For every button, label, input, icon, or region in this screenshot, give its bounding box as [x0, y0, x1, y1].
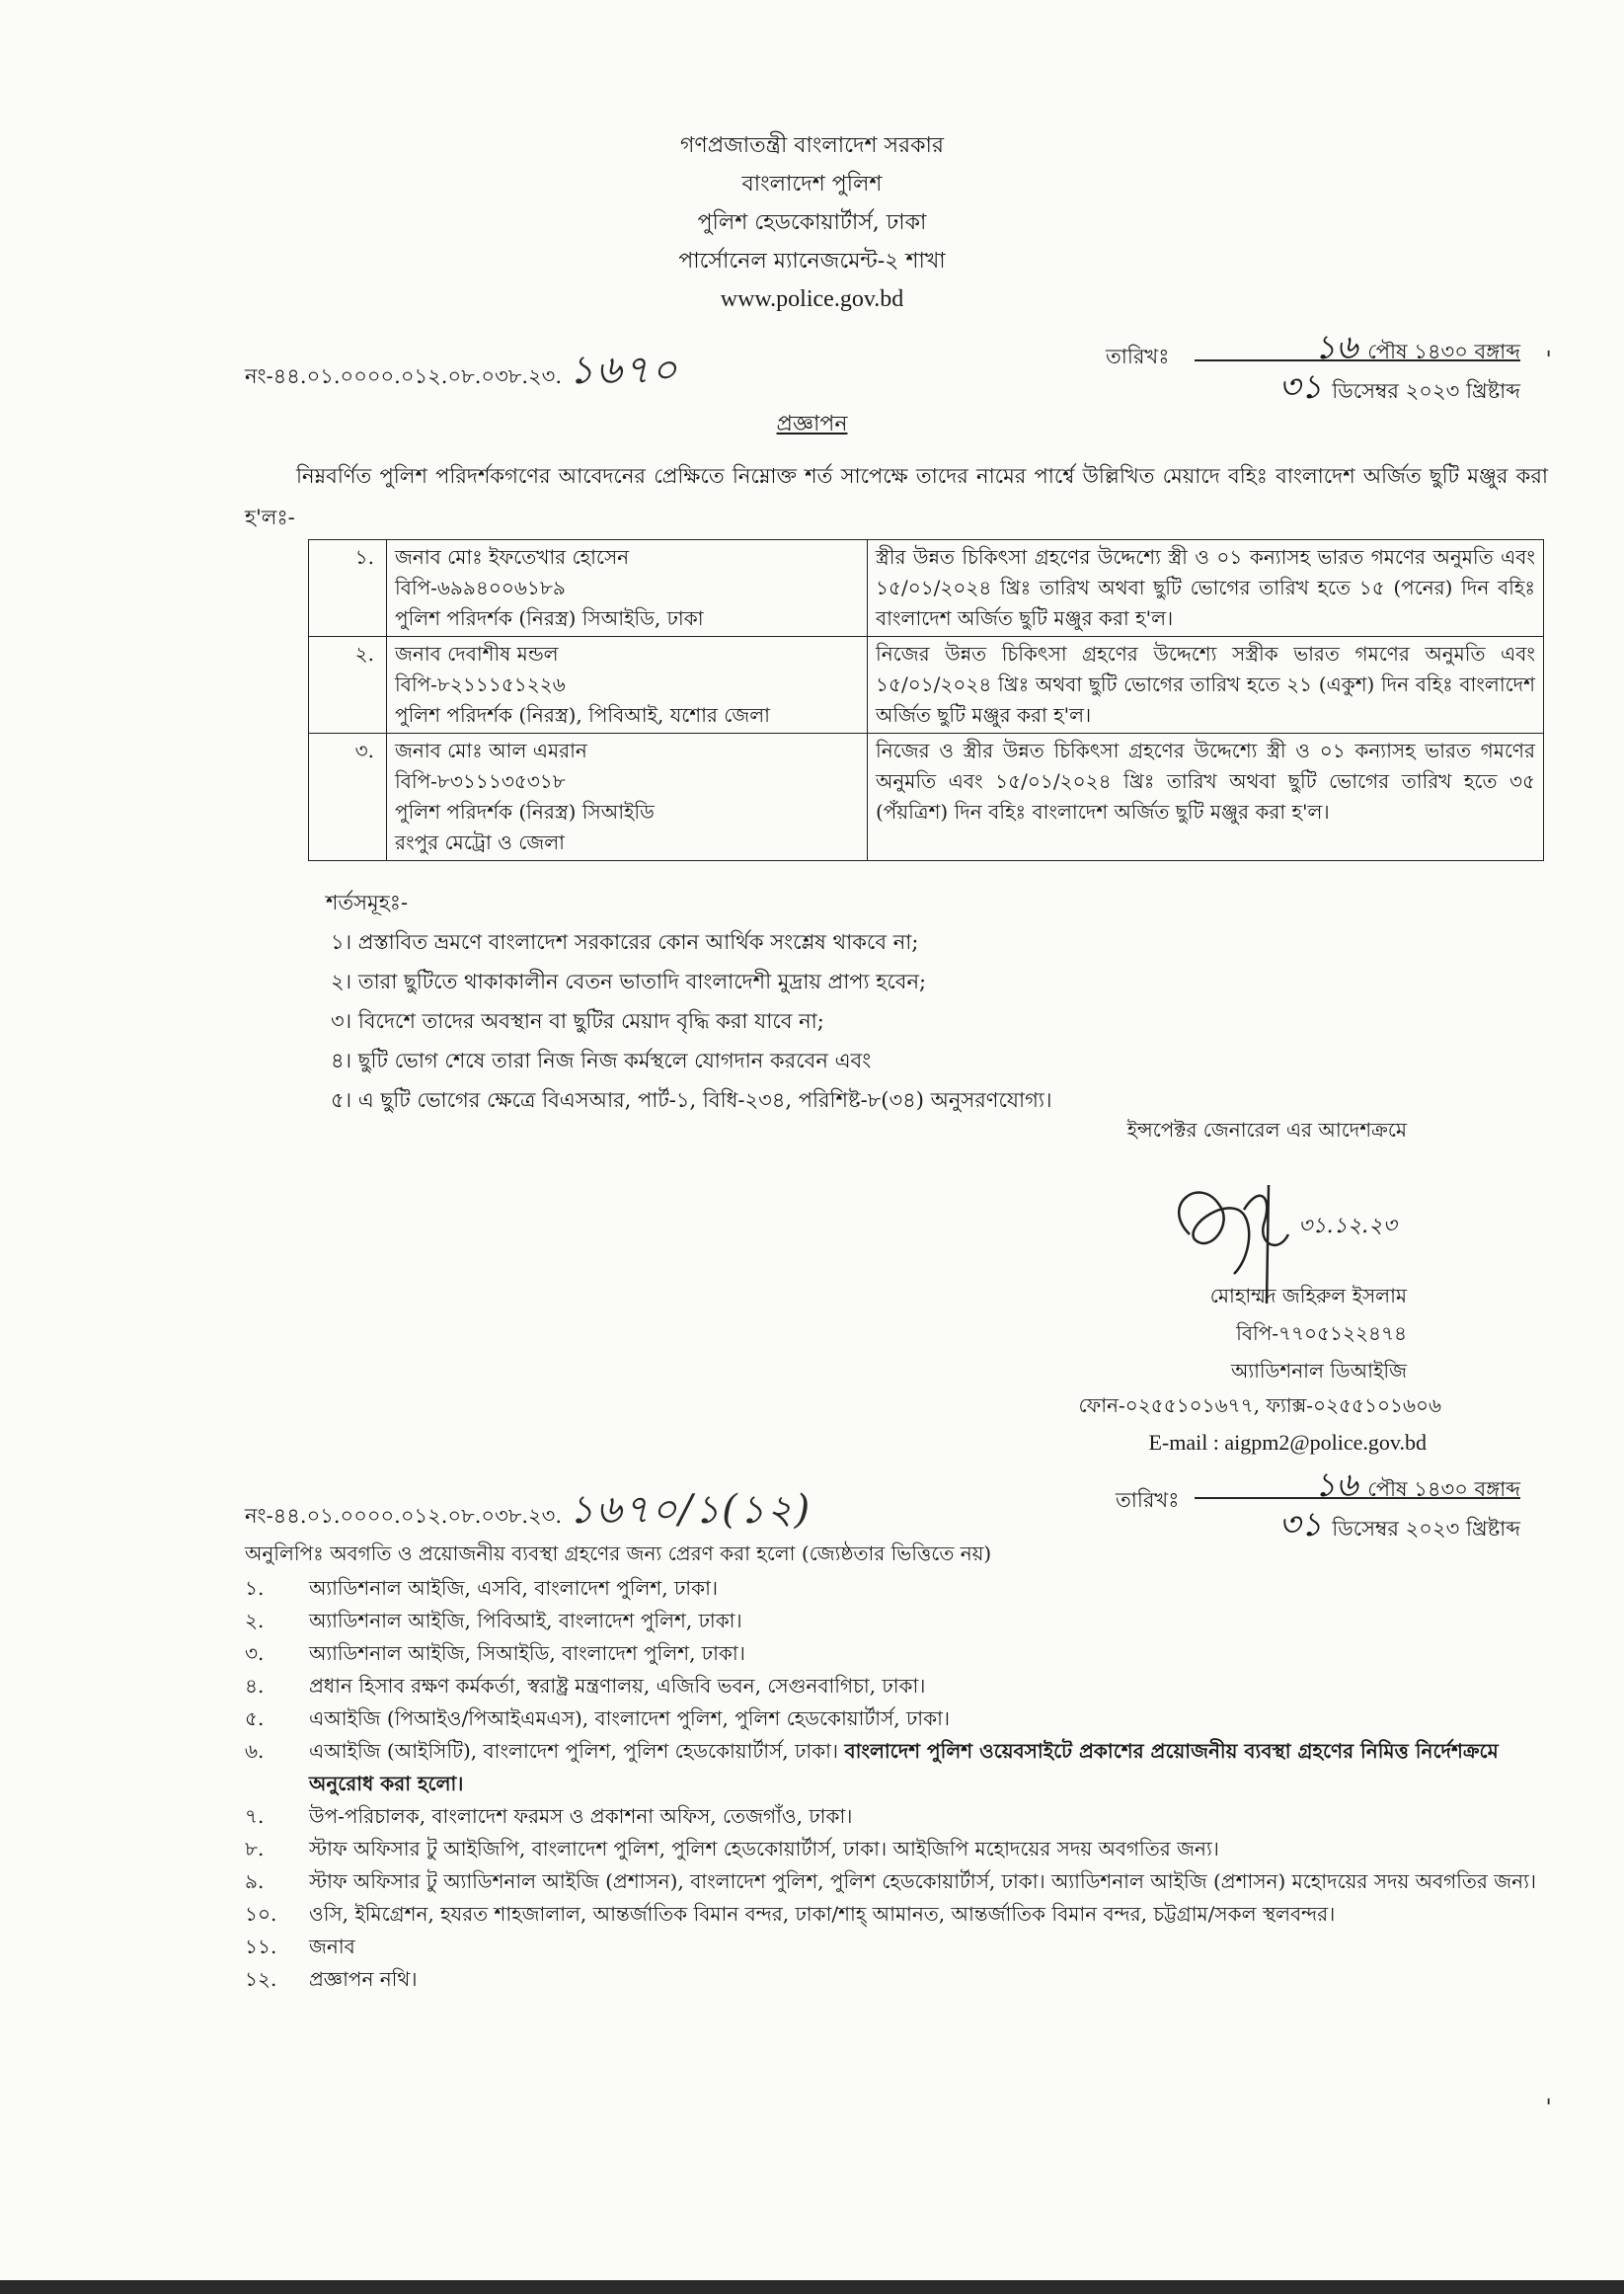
list-item — [245, 1637, 1558, 1670]
list-item — [245, 1670, 1558, 1702]
list-item-text — [309, 1735, 1558, 1800]
copy-ref-number: নং-৪৪.০১.০০০০.০১২.০৮.০৩৮.২৩. — [245, 1504, 563, 1528]
list-item-number: ৬. — [245, 1739, 265, 1763]
signatory-bp: বিপি-৭৭০৫১২২৪৭৪ — [1236, 1321, 1407, 1345]
scan-mark: ˈ — [1545, 348, 1553, 377]
scan-mark: ˈ — [1545, 2096, 1553, 2125]
row-officer — [387, 637, 868, 734]
row-description: স্ত্রীর উন্নত চিকিৎসা গ্রহণের উদ্দেশ্যে স্ত্রী ও ০১ কন্যাসহ ভারত গমণের অনুমতি এবং ১৫/০১/২০২৪ খ্রিঃ তারিখ অথবা ছুটি ভোগের তারিখ হতে ১৫ (পনের) দিন বহিঃ বাংলাদেশ অর্জিত ছুটি মঞ্জুর করা হ'ল। — [868, 540, 1544, 637]
list-item-number: ১০. — [245, 1902, 277, 1926]
list-item-number: ১২. — [245, 1967, 277, 1991]
list-item-number: ৫. — [245, 1706, 265, 1730]
officer-name: জনাব মোঃ আল এমরান — [395, 739, 587, 762]
memo-date-bn: পৌষ ১৪৩০ বঙ্গাব্দ — [1367, 340, 1520, 363]
list-item-text — [309, 1605, 1558, 1637]
list-item-number: ১১. — [245, 1935, 277, 1958]
list-item-text — [309, 1637, 1558, 1670]
list-item — [245, 1963, 1558, 1996]
copy-ref-handwritten: ১৬৭০/১(১২) — [568, 1487, 812, 1533]
copy-date-en-day: ৩১ — [1278, 1505, 1323, 1544]
officer-name: জনাব দেবাশীষ মন্ডল — [395, 642, 559, 666]
condition-item: ৫। এ ছুটি ভোগের ক্ষেত্রে বিএসআর, পার্ট-১, বিধি-২৩৪, পরিশিষ্ট-৮(৩৪) অনুসরণযোগ্য। — [331, 1088, 1052, 1112]
copies-heading: অনুলিপিঃ অবগতি ও প্রয়োজনীয় ব্যবস্থা গ্রহণের জন্য প্রেরণ করা হলো (জ্যেষ্ঠতার ভিত্তিতে নয়) — [245, 1542, 992, 1565]
copy-date-bn: পৌষ ১৪৩০ বঙ্গাব্দ — [1367, 1477, 1520, 1501]
memo-ref-handwritten: ১৬৭০ — [568, 348, 679, 393]
signature-date: ৩১.১২.২৩ — [1298, 1214, 1397, 1238]
list-item-main: প্রজ্ঞাপন নথি। — [309, 1967, 418, 1991]
list-item-number: ২. — [245, 1609, 265, 1632]
contact-block — [948, 1386, 1441, 1462]
list-item-main: অ্যাডিশনাল আইজি, সিআইডি, বাংলাদেশ পুলিশ, ঢাকা। — [309, 1641, 745, 1665]
list-item-number: ৩. — [245, 1641, 265, 1665]
list-item-text — [309, 1898, 1558, 1931]
list-item-main: উপ-পরিচালক, বাংলাদেশ ফরমস ও প্রকাশনা অফিস, তেজগাঁও, ঢাকা। — [309, 1804, 853, 1828]
condition-item: ১। প্রস্তাবিত ভ্রমণে বাংলাদেশ সরকারের কোন আর্থিক সংশ্লেষ থাকবে না; — [331, 930, 919, 954]
list-item-main: এআইজি (পিআইও/পিআইএমএস), বাংলাদেশ পুলিশ, পুলিশ হেডকোয়ার্টার্স, ঢাকা। — [309, 1706, 951, 1730]
table-row — [309, 734, 1544, 861]
list-item — [245, 1605, 1558, 1637]
header-branch: পার্সোনেল ম্যানেজমেন্ট-২ শাখা — [678, 249, 946, 274]
list-item-text — [309, 1865, 1558, 1898]
header-police: বাংলাদেশ পুলিশ — [741, 172, 883, 197]
list-item-main: প্রধান হিসাব রক্ষণ কর্মকর্তা, স্বরাষ্ট্র মন্ত্রণালয়, এজিবি ভবন, সেগুনবাগিচা, ঢাকা। — [309, 1674, 926, 1698]
list-item — [245, 1800, 1558, 1833]
officer-post-extra: রংপুর মেট্রো ও জেলা — [395, 831, 565, 854]
signatory-name: মোহাম্মদ জহিরুল ইসলাম — [1209, 1284, 1407, 1307]
list-item-text — [309, 1931, 1558, 1963]
memo-date-en: ডিসেম্বর ২০২৩ খ্রিষ্টাব্দ — [1332, 379, 1520, 403]
memo-ref-number: নং-৪৪.০১.০০০০.০১২.০৮.০৩৮.২৩. — [245, 364, 563, 388]
table-row — [309, 637, 1544, 734]
row-serial: ৩. — [309, 734, 387, 861]
list-item-main: অ্যাডিশনাল আইজি, এসবি, বাংলাদেশ পুলিশ, ঢাকা। — [309, 1576, 719, 1600]
list-item-emphasis: বাংলাদেশ পুলিশ ওয়েবসাইটে প্রকাশের প্রয়োজনীয় ব্যবস্থা গ্রহণের নিমিত্ত নির্দেশক্রমে অনুরোধ করা হলো। — [309, 1739, 1499, 1795]
list-item — [245, 1833, 1558, 1865]
copy-date-bn-day: ১৬ — [1314, 1465, 1358, 1505]
signatory-email: E-mail : aigpm2@police.gov.bd — [1148, 1430, 1427, 1455]
officer-bp: বিপি-৬৯৯৪০০৬১৮৯ — [395, 576, 566, 599]
list-item — [245, 1931, 1558, 1963]
row-serial: ১. — [309, 540, 387, 637]
copy-date-en: ডিসেম্বর ২০২৩ খ্রিষ্টাব্দ — [1332, 1517, 1520, 1541]
officer-name: জনাব মোঃ ইফতেখার হোসেন — [395, 545, 630, 569]
header-government: গণপ্রজাতন্ত্রী বাংলাদেশ সরকার — [679, 133, 945, 158]
condition-item: ২। তারা ছুটিতে থাকাকালীন বেতন ভাতাদি বাংলাদেশী মুদ্রায় প্রাপ্য হবেন; — [331, 970, 927, 993]
signatory-phone: ফোন-০২৫৫১০১৬৭৭, ফ্যাক্স-০২৫৫১০১৬০৬ — [1078, 1393, 1441, 1417]
list-item-main: জনাব — [309, 1935, 355, 1958]
copies-section — [245, 1538, 1558, 1996]
list-item-text — [309, 1800, 1558, 1833]
list-item-text — [309, 1572, 1558, 1605]
signatory-block — [1046, 1277, 1407, 1389]
list-item-text — [309, 1963, 1558, 1996]
letterhead — [0, 126, 1624, 319]
copy-date-label: তারিখঃ — [1116, 1488, 1180, 1512]
header-website: www.police.gov.bd — [720, 286, 904, 312]
condition-item: ৩। বিদেশে তাদের অবস্থান বা ছুটির মেয়াদ বৃদ্ধি করা যাবে না; — [331, 1009, 824, 1033]
memo-date-bn-day: ১৬ — [1314, 328, 1358, 367]
notification-title: প্রজ্ঞাপন — [776, 412, 848, 436]
row-serial: ২. — [309, 637, 387, 734]
memo-date-label: তারিখঃ — [1106, 345, 1170, 368]
list-item-text — [309, 1670, 1558, 1702]
officer-post: পুলিশ পরিদর্শক (নিরস্ত্র) সিআইডি, ঢাকা — [395, 606, 704, 630]
list-item-number: ১. — [245, 1576, 265, 1600]
list-item — [245, 1865, 1558, 1898]
list-item-main: স্টাফ অফিসার টু অ্যাডিশনাল আইজি (প্রশাসন), বাংলাদেশ পুলিশ, পুলিশ হেডকোয়ার্টার্স, ঢাকা। অ্যাডিশনাল আইজি (প্রশাসন) মহোদয়ের সদয় অবগতির জন্য। — [309, 1869, 1537, 1893]
officer-post: পুলিশ পরিদর্শক (নিরস্ত্র), পিবিআই, যশোর জেলা — [395, 703, 770, 727]
list-item-main: ওসি, ইমিগ্রেশন, হযরত শাহজালাল, আন্তর্জাতিক বিমান বন্দর, ঢাকা/শাহ্ আমানত, আন্তর্জাতিক বিমান বন্দর, চট্টগ্রাম/সকল স্থলবন্দর। — [309, 1902, 1336, 1926]
memo-date — [1195, 322, 1520, 407]
order-line: ইন্সপেক্টর জেনারেল এর আদেশক্রমে — [1126, 1118, 1407, 1142]
row-description: নিজের উন্নত চিকিৎসা গ্রহণের উদ্দেশ্যে সস্ত্রীক ভারত গমণের অনুমতি এবং ১৫/০১/২০২৪ খ্রিঃ অথবা ছুটি ভোগের তারিখ হতে ২১ (একুশ) দিন বহিঃ বাংলাদেশ অর্জিত ছুটি মঞ্জুর করা হ'ল। — [868, 637, 1544, 734]
list-item-number: ৪. — [245, 1674, 265, 1698]
table-row — [309, 540, 1544, 637]
memo-reference — [245, 339, 679, 405]
list-item-text — [309, 1702, 1558, 1735]
list-item — [245, 1702, 1558, 1735]
row-officer — [387, 734, 868, 861]
list-item-number: ৯. — [245, 1869, 265, 1893]
copy-memo-date — [1195, 1460, 1520, 1544]
list-item-main: অ্যাডিশনাল আইজি, পিবিআই, বাংলাদেশ পুলিশ, ঢাকা। — [309, 1609, 742, 1632]
scan-bottom-edge — [0, 2280, 1624, 2294]
leave-table — [308, 539, 1544, 861]
officer-post: পুলিশ পরিদর্শক (নিরস্ত্র) সিআইডি — [395, 800, 655, 824]
condition-item: ৪। ছুটি ভোগ শেষে তারা নিজ নিজ কর্মস্থলে যোগদান করবেন এবং — [331, 1049, 872, 1072]
list-item-main: এআইজি (আইসিটি), বাংলাদেশ পুলিশ, পুলিশ হেডকোয়ার্টার্স, ঢাকা। — [309, 1739, 839, 1763]
row-description: নিজের ও স্ত্রীর উন্নত চিকিৎসা গ্রহণের উদ্দেশ্যে স্ত্রী ও ০১ কন্যাসহ ভারত গমণের অনুমতি এবং ১৫/০১/২০২৪ খ্রিঃ তারিখ অথবা ছুটি ভোগের তারিখ হতে ৩৫ (পঁয়ত্রিশ) দিন বহিঃ বাংলাদেশ অর্জিত ছুটি মঞ্জুর করা হ'ল। — [868, 734, 1544, 861]
intro-paragraph: নিম্নবর্ণিত পুলিশ পরিদর্শকগণের আবেদনের প্রেক্ষিতে নিম্নোক্ত শর্ত সাপেক্ষে তাদের নামের পার্শ্বে উল্লিখিত মেয়াদে বহিঃ বাংলাদেশ অর্জিত ছুটি মঞ্জুর করা হ'লঃ- — [245, 464, 1548, 529]
memo-date-en-day: ৩১ — [1278, 367, 1323, 407]
copy-memo-reference — [245, 1478, 812, 1544]
list-item — [245, 1572, 1558, 1605]
conditions — [326, 883, 1052, 1120]
list-item-main: স্টাফ অফিসার টু আইজিপি, বাংলাদেশ পুলিশ, পুলিশ হেডকোয়ার্টার্স, ঢাকা। আইজিপি মহোদয়ের সদয় অবগতির জন্য। — [309, 1837, 1219, 1860]
header-hq: পুলিশ হেডকোয়ার্টার্স, ঢাকা — [697, 210, 927, 235]
officer-bp: বিপি-৮৩১১১৩৫৩১৮ — [395, 769, 566, 793]
list-item-number: ৭. — [245, 1804, 265, 1828]
officer-bp: বিপি-৮২১১১৫১২২৬ — [395, 672, 566, 696]
list-item — [245, 1898, 1558, 1931]
list-item-number: ৮. — [245, 1837, 265, 1860]
list-item-text — [309, 1833, 1558, 1865]
conditions-heading: শর্তসমূহঃ- — [326, 891, 409, 914]
row-officer — [387, 540, 868, 637]
list-item — [245, 1735, 1558, 1800]
signatory-designation: অ্যাডিশনাল ডিআইজি — [1231, 1359, 1407, 1383]
